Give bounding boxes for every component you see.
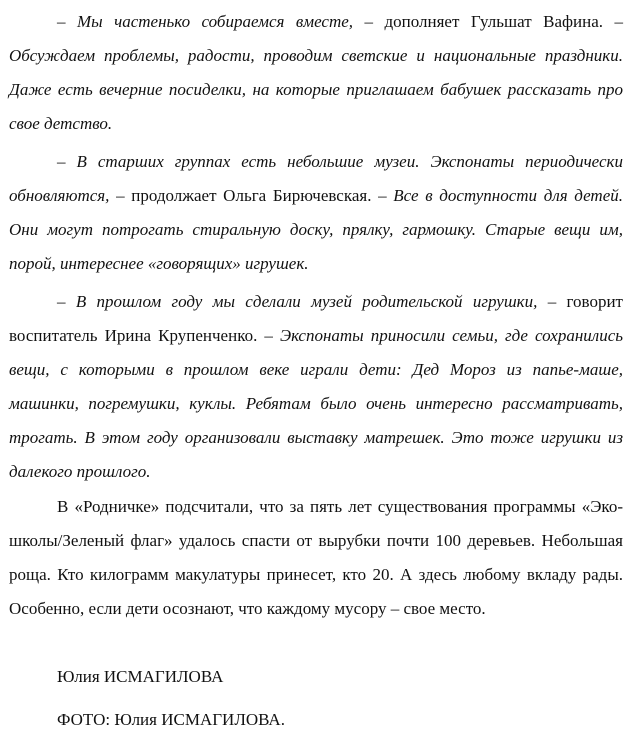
quote-text: – В прошлом году мы сделали музей родительской игрушки, [57,292,548,311]
photo-credit: ФОТО: Юлия ИСМАГИЛОВА. [57,710,285,729]
author-signature: Юлия ИСМАГИЛОВА [57,667,224,686]
paragraph-quote-biryuchevskaya [0,145,631,281]
paragraph-quote-krupenchenko [0,285,631,489]
paragraph-quote-vafina [0,5,631,141]
quote-text: – Обсуждаем проблемы, радости, проводим светские и национальные праздники. Даже есть вечерние посиделки, на которые приглашаем бабушек рассказать про свое детство. [9,12,623,133]
speaker-attribution: – говорит воспитатель Ирина Крупенченко. [9,292,623,345]
paragraph-eco-school: В «Родничке» подсчитали, что за пять лет существования программы «Эко-школы/Зеленый флаг» удалось спасти от вырубки почти 100 деревьев. Небольшая роща. Кто килограмм макулатуры принесет, кто 20. А здесь любому вкладу рады. Особенно, если дети осознают, что каждому мусору – свое место. [9,497,623,618]
quote-text: – Мы частенько собираемся вместе, [57,12,365,31]
speaker-attribution: – продолжает Ольга Бирючевская. [116,186,379,205]
quote-text: – Все в доступности для детей. Они могут потрогать стиральную доску, прялку, гармошку. Старые вещи им, порой, интереснее «говорящих» игрушек. [9,186,623,273]
speaker-attribution: – дополняет Гульшат Вафина. [364,12,615,31]
quote-text: – Экспонаты приносили семьи, где сохранились вещи, с которыми в прошлом веке играли дети: Дед Мороз из папье-маше, машинки, погремушки, куклы. Ребятам было очень интересно рассматривать, трогать. В этом году организовали выставку матрешек. Это тоже игрушки из далекого прошлого. [9,326,623,481]
quote-text: – В старших группах есть небольшие музеи. Экспонаты периодически обновляются, [9,152,623,205]
